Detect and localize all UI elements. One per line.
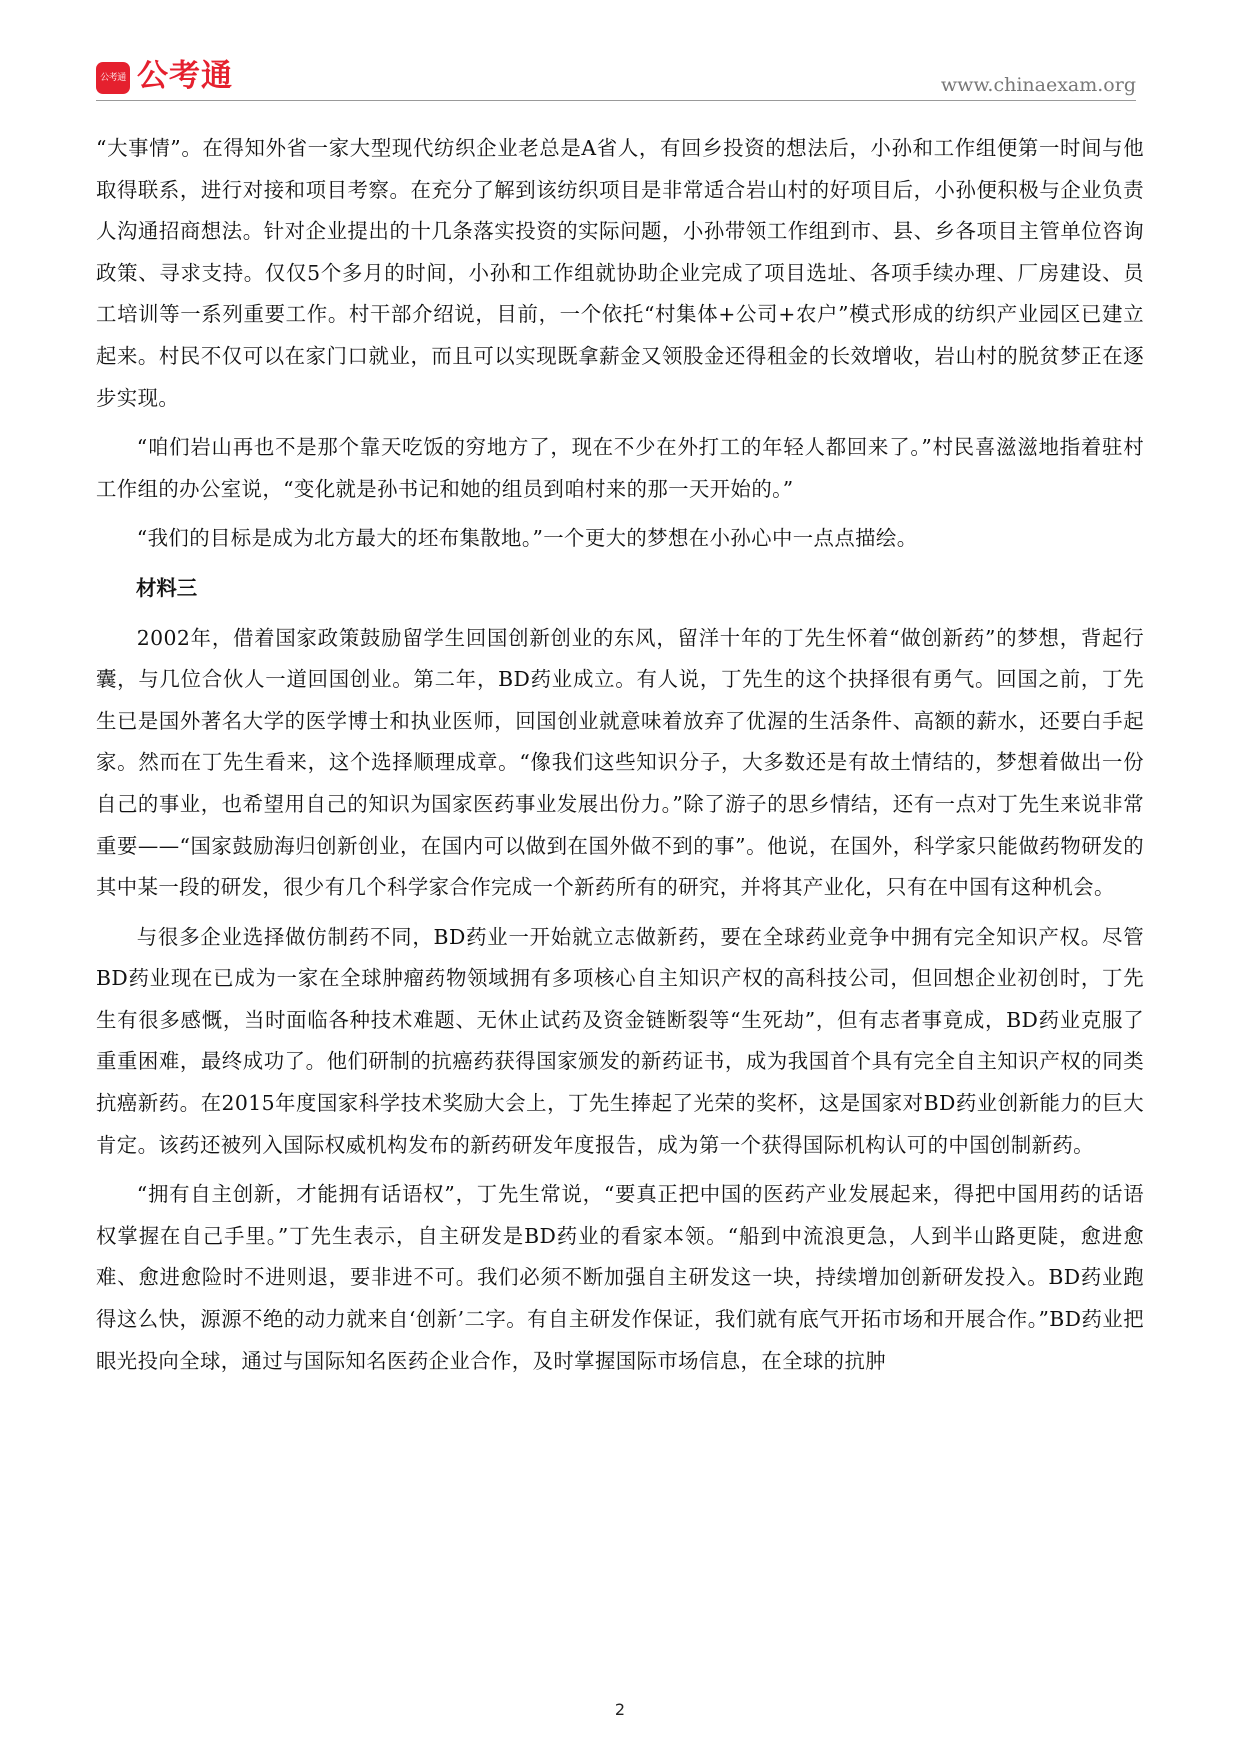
document-body [96, 128, 1144, 1382]
site-url[interactable]: www.chinaexam.org [940, 74, 1136, 96]
spacer [96, 610, 1144, 618]
section-heading: 材料三 [136, 575, 198, 600]
paragraph-3: “我们的目标是成为北方最大的坯布集散地。”一个更大的梦想在小孙心中一点点描绘。 [136, 526, 918, 551]
paragraph-5: 与很多企业选择做仿制药不同，BD药业一开始就立志做新药，要在全球药业竞争中拥有完全知识产权。尽管BD药业现在已成为一家在全球肿瘤药物领域拥有多项核心自主知识产权的高科技公司，但回想企业初创时，丁先生有很多感慨，当时面临各种技术难题、无休止试药及资金链断裂等“生死劫”，但有志者事竟成，BD药业克服了重重困难，最终成功了。他们研制的抗癌药获得国家颁发的新药证书，成为我国首个具有完全自主知识产权的同类抗癌新药。在2015年度国家科学技术奖励大会上，丁先生捧起了光荣的奖杯，这是国家对BD药业创新能力的巨大肯定。该药还被列入国际权威机构发布的新药研发年度报告，成为第一个获得国际机构认可的中国创制新药。 [96, 924, 1144, 1157]
logo-text: 公考通 [137, 58, 233, 94]
paragraph-1: “大事情”。在得知外省一家大型现代纺织企业老总是A省人，有回乡投资的想法后，小孙和工作组便第一时间与他取得联系，进行对接和项目考察。在充分了解到该纺织项目是非常适合岩山村的好项目后，小孙便积极与企业负责人沟通招商想法。针对企业提出的十几条落实投资的实际问题，小孙带领工作组到市、县、乡各项目主管单位咨询政策、寻求支持。仅仅5个多月的时间，小孙和工作组就协助企业完成了项目选址、各项手续办理、厂房建设、员工培训等一系列重要工作。村干部介绍说，目前，一个依托“村集体+公司+农户”模式形成的纺织产业园区已建立起来。村民不仅可以在家门口就业，而且可以实现既拿薪金又领股金还得租金的长效增收，岩山村的脱贫梦正在逐步实现。 [96, 136, 1144, 410]
spacer [96, 1166, 1144, 1174]
page-header [0, 0, 1240, 100]
paragraph-2: “咱们岩山再也不是那个靠天吃饭的穷地方了，现在不少在外打工的年轻人都回来了。”村民喜滋滋地指着驻村工作组的办公室说，“变化就是孙书记和她的组员到咱村来的那一天开始的。” [96, 435, 1144, 501]
spacer [96, 510, 1144, 518]
paragraph-6: “拥有自主创新，才能拥有话语权”，丁先生常说，“要真正把中国的医药产业发展起来，得把中国用药的话语权掌握在自己手里。”丁先生表示，自主研发是BD药业的看家本领。“船到中流浪更急，人到半山路更陡，愈进愈难、愈进愈险时不进则退，要非进不可。我们必须不断加强自主研发这一块，持续增加创新研发投入。BD药业跑得这么快，源源不绝的动力就来自‘创新’二字。有自主研发作保证，我们就有底气开拓市场和开展合作。”BD药业把眼光投向全球，通过与国际知名医药企业合作，及时掌握国际市场信息，在全球的抗肿 [96, 1182, 1144, 1373]
spacer [96, 560, 1144, 568]
page-number: 2 [614, 1700, 626, 1719]
logo-icon: 公考通 [96, 62, 130, 94]
spacer [96, 909, 1144, 917]
header-divider [96, 100, 1136, 101]
spacer [96, 419, 1144, 427]
paragraph-4: 2002年，借着国家政策鼓励留学生回国创新创业的东风，留洋十年的丁先生怀着“做创新药”的梦想，背起行囊，与几位合伙人一道回国创业。第二年，BD药业成立。有人说，丁先生的这个抉择很有勇气。回国之前，丁先生已是国外著名大学的医学博士和执业医师，回国创业就意味着放弃了优渥的生活条件、高额的薪水，还要白手起家。然而在丁先生看来，这个选择顺理成章。“像我们这些知识分子，大多数还是有故土情结的，梦想着做出一份自己的事业，也希望用自己的知识为国家医药事业发展出份力。”除了游子的思乡情结，还有一点对丁先生来说非常重要——“国家鼓励海归创新创业，在国内可以做到在国外做不到的事”。他说，在国外，科学家只能做药物研发的其中某一段的研发，很少有几个科学家合作完成一个新药所有的研究，并将其产业化，只有在中国有这种机会。 [96, 625, 1144, 900]
